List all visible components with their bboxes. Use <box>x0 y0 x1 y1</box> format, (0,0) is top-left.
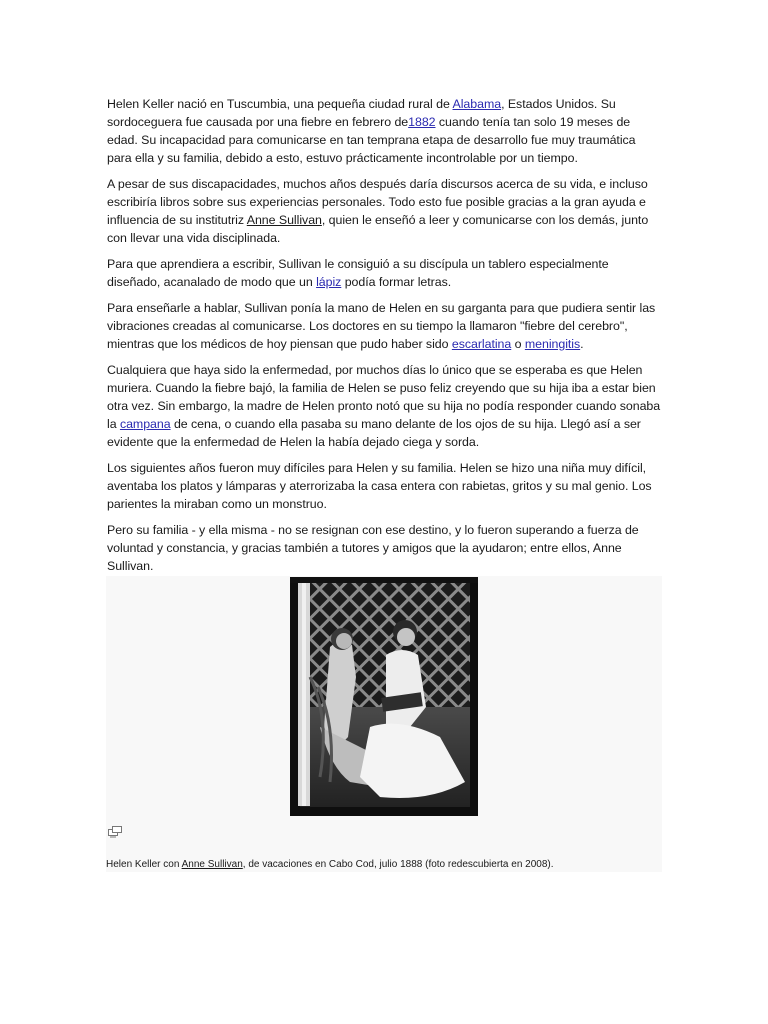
text: Cualquiera que haya sido la enfermedad, por muchos días lo único que se esperaba es que Helen muriera. Cuando la fiebre bajó, la familia de Helen se puso feliz creyendo que su hija iba a estar bien otra vez. Sin embargo, la madre de Helen pronto notó que su hija no podía responder cuando sonaba la <box>107 363 661 431</box>
article-body <box>107 95 663 583</box>
link-alabama[interactable]: Alabama <box>452 97 502 111</box>
text: Para que aprendiera a escribir, Sullivan le consiguió a su discípula un tablero especialmente diseñado, acanalado de modo que un <box>107 257 609 289</box>
paragraph-difficult-years <box>107 459 663 513</box>
text: cuando tenía tan solo 19 meses de edad. Su incapacidad para comunicarse en tan temprana etapa de desarrollo fue muy traumática para ella y su familia, debido a esto, estuvo prácticamente incontrolable por un tiempo. <box>107 115 636 165</box>
paragraph-speaking <box>107 299 663 353</box>
paragraph-illness <box>107 361 663 451</box>
text: A pesar de sus discapacidades, muchos años después daría discursos acerca de su vida, e incluso escribiría libros sobre sus experiencias personales. Todo esto fue posible gracias a la gran ayuda e influencia de su institutriz <box>107 177 648 227</box>
link-anne-sullivan[interactable]: Anne Sullivan <box>246 213 322 227</box>
link-campana[interactable]: campana <box>119 417 171 431</box>
text: o <box>511 337 525 351</box>
text: , quien le enseñó a leer y comunicarse con los demás, junto con llevar una vida disciplinada. <box>107 213 649 245</box>
text: . <box>580 337 584 351</box>
text: Helen Keller nació en Tuscumbia, una pequeña ciudad rural de <box>107 97 453 111</box>
text: , Estados Unidos. Su sordoceguera fue causada por una fiebre en febrero de <box>107 97 616 129</box>
photo-caption <box>106 858 554 871</box>
text: Pero su familia - y ella misma - no se resignan con ese destino, y lo fueron superando a fuerza de voluntad y constancia, y gracias también a tutores y amigos que la ayudaron; entre ellos, Anne Sullivan. <box>107 523 639 573</box>
text: podía formar letras. <box>341 275 452 289</box>
enlarge-icon[interactable] <box>108 826 122 838</box>
link-lapiz[interactable]: lápiz <box>316 275 342 289</box>
paragraph-disabilities <box>107 175 663 247</box>
caption-text: Helen Keller con <box>106 859 182 870</box>
link-meningitis[interactable]: meningitis <box>524 337 581 351</box>
text: Los siguientes años fueron muy difíciles para Helen y su familia. Helen se hizo una niña muy difícil, aventaba los platos y lámparas y aterrorizaba la casa entera con rabietas, gritos y su mal genio. Los parientes la miraban como un monstruo. <box>107 461 652 511</box>
caption-link-anne-sullivan[interactable]: Anne Sullivan <box>181 859 243 870</box>
paragraph-writing <box>107 255 663 291</box>
photo-figure <box>106 576 662 872</box>
paragraph-perseverance <box>107 521 663 575</box>
paragraph-birth <box>107 95 663 167</box>
photo-helen-keller-anne-sullivan[interactable] <box>290 577 478 816</box>
text: de cena, o cuando ella pasaba su mano delante de los ojos de su hija. Llegó así a ser evidente que la enfermedad de Helen la había dejado ciega y sorda. <box>107 417 641 449</box>
text: Para enseñarle a hablar, Sullivan ponía la mano de Helen en su garganta para que pudiera sentir las vibraciones creadas al comunicarse. Los doctores en su tiempo la llamaron "fiebre del cerebro", mientras que los médicos de hoy piensan que pudo haber sido <box>107 301 656 351</box>
caption-text: , de vacaciones en Cabo Cod, julio 1888 (foto redescubierta en 2008). <box>242 859 554 870</box>
link-1882[interactable]: 1882 <box>408 115 436 129</box>
link-escarlatina[interactable]: escarlatina <box>451 337 512 351</box>
